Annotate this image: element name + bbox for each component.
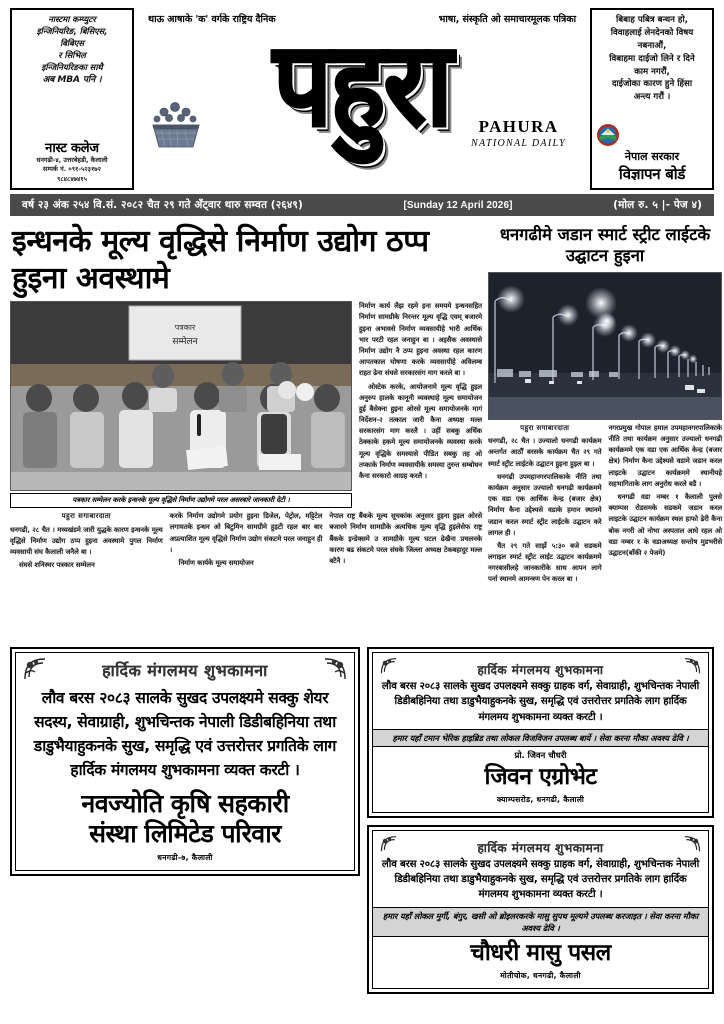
flower-basket-icon bbox=[148, 99, 204, 151]
lead-col1-para-2: संघसे शनिस्चर पत्रकार सम्मेलन bbox=[19, 561, 95, 570]
date-bar-price: (मोल रु. ५ |- पेज ४) bbox=[613, 199, 702, 211]
ornament-left-icon bbox=[23, 657, 49, 681]
second-col1-para-2: धनगढी उपमहानगरपालिकाके नीति तथा कार्यक्रम अनुसार उज्यालो धनगढी कार्यक्रममे एक वडा एक आर्थिक केन्द्र (बजार क्षेत्र) निर्माण कैना उद्देश्यसे वडाके हमान स्थानमे जडान करल स्मार्ट स्ट्रीट लाईटके उद्घाटन करे लागल ही । bbox=[488, 472, 602, 537]
date-bar-english: [Sunday 12 April 2026] bbox=[403, 199, 513, 211]
second-column-1 bbox=[488, 423, 602, 588]
second-headline[interactable]: धनगढीमे जडान स्मार्ट स्ट्रीट लाईटके उद्घाटन हुइना bbox=[499, 225, 711, 266]
right-ad-board: विज्ञापन बोर्ड bbox=[618, 165, 686, 183]
left-ad-address-2: सम्पर्क नं. ०९१-५२३१७२ bbox=[43, 165, 101, 174]
latin-subtitle: NATIONAL DAILY bbox=[471, 138, 566, 149]
left-ad-line-5: इन्जिनियरिङका साथै bbox=[41, 61, 103, 72]
lead-three-columns bbox=[10, 511, 482, 573]
chaudhary-title: चौधरी मासु पसल bbox=[470, 940, 611, 967]
ornament-left-icon bbox=[380, 657, 399, 675]
lead-col2-para-2: निर्माण कार्यके मूल्य समायोजन bbox=[178, 558, 254, 567]
second-byline: पहुरा सगाबारदाता bbox=[520, 423, 570, 432]
lead-row bbox=[10, 301, 482, 508]
lead-side-column bbox=[359, 301, 482, 508]
ornament-right-icon bbox=[682, 835, 701, 853]
chaudhary-ad-body: लौव बरस २०८३ सालके सुखद उपलक्ष्यमे सक्कु ग्राहक वर्ग, सेवाग्राही, शुभचिन्तक नेपाली डिडीबहिनिया तथा डाडुभैयाहुकनके सुख, समृद्धि एवं उत्तरोत्तर प्रगतिके लाग हार्दिक मंगलमय शुभकामना व्यक्त करटी । bbox=[381, 858, 700, 901]
left-ad-address-1: धनगढी-४, उत्तरबेहडी, कैलाली bbox=[36, 156, 108, 165]
navjyoti-title-line-1: नवज्योति कृषि सहकारी bbox=[81, 789, 289, 819]
ornament-right-icon bbox=[321, 657, 347, 681]
left-ad-line-1: नास्टमा कम्प्युटर bbox=[48, 14, 96, 24]
second-col1-para-1: धनगढी, २८ चैत । उज्यालो धनगढी कार्यक्रम अन्तर्गत आर्ठौं बरसके कार्यक्रम चैत २९ गते स्मार्ट स्ट्रीट लाईटके उद्घाटन हुइना हुइल बा । bbox=[488, 437, 602, 468]
second-col2-para-2: धनगढी वडा नम्बर १ कैलाली पुलसे क्याम्पस रोडसमके सडकमे जडान करल लाइटके उद्घाटन कार्यक्रम स्थल हाफो ढेरी कैना बोक नगरी ओ नोभा अस्पताल आघे रहल ओ वडा नम्बर १ के वडाअध्यक्ष सन्तोष मुडभरीसे उद्घाटन(बाँकी २ पेजमे) bbox=[608, 493, 722, 557]
left-ad-address-3: ९८४८४७४१५ bbox=[57, 174, 87, 183]
jiwan-agrovet-ad[interactable] bbox=[367, 647, 714, 818]
main-content bbox=[10, 222, 722, 642]
right-ad-org: नेपाल सरकार bbox=[624, 150, 680, 163]
lead-headline[interactable]: इन्धनके मूल्य वृद्धिसे निर्माण उद्योग ठप्प हुइना अवस्थामे bbox=[12, 224, 429, 296]
left-ad-line-3: बिबिएस bbox=[60, 37, 84, 48]
left-ad-college-name: नास्ट कलेज bbox=[45, 141, 99, 157]
right-ad-line-6: दाईजोका कारण हुने हिंसा bbox=[611, 79, 693, 90]
left-ad-mba-line: अब MBA पनि । bbox=[42, 74, 102, 85]
chaudhary-ad-strip: हमार यहाँ लोकल मुर्गी, बंगुर, खसी ओ ब्रोइलरकरके मासु सुपथ मूल्यमे उपलब्ध करजाइत । सेवा करना मौका अवश्य ढेवि । bbox=[373, 907, 708, 938]
navjyoti-title-line-2: संस्था लिमिटेड परिवार bbox=[89, 819, 281, 849]
advertisements-area bbox=[10, 647, 714, 994]
second-story-columns bbox=[488, 423, 722, 588]
left-ad-line-4: र सिभिल bbox=[58, 49, 86, 60]
left-ad-line-2: इन्जिनियरिङ, बिसिएस, bbox=[36, 25, 108, 36]
jiwan-proprietor: प्रो. जिवन चौधरी bbox=[514, 750, 567, 761]
right-ad-line-1: बिबाह पबित्र बन्धन हो, bbox=[616, 15, 688, 25]
chaudhary-address: मोतीचोक, धनगढी, कैलाली bbox=[500, 970, 581, 980]
chaudhary-ad-banner bbox=[380, 836, 701, 855]
lead-col3-para-1: नेपाल राष्ट्र बैंकके मूल्य सूचकांक अनुसार हुइना हुइल ओरसे बजारमे निर्माण सामग्रीके अत्यधिक मूल्य वृद्धि हुइलेसेफ राष्ट्र बैंकके इन्डेक्समे उ सामग्रीके मूल्य घटल ढेखैना प्रचलनके कारण बढ संकटमे परल संघके जिल्ला अध्यक्ष टेकबहादुर मल्ल बटैनै । bbox=[329, 512, 483, 565]
lead-side-para-2: ओस्टेक करके, आयोजनामे मूल्य वृद्धि हुइल अनुरुप हालके कानूनी व्यवस्थाहे मूल्य समायोजन हुई बैसेक्ना हुइना ओरसे मूल्य समायोजनके मागं निर्देशन-२ तत्काल जारी कैना अध्यक्ष मल्ल सरकारसंग माग करलै । उहीं सबकु अर्थिक ठेक्काके हकमे मूल्य समायोजनके व्यवस्था करके मूल्य वृद्धिके समस्यासे पीडित सबकु तह ओ तप्काके निर्माण व्यवसायीके समस्या तुरन्त सम्बोधन कैना सरकारो आग्रह करलै । bbox=[359, 382, 482, 480]
ornament-left-icon bbox=[380, 835, 399, 853]
jiwan-ad-body: लौव बरस २०८३ सालके सुखद उपलक्ष्यमे सक्कु ग्राहक वर्ग, सेवाग्राही, शुभचिन्तक नेपाली डिडीबहिनिया तथा डाडुभैयाहुकनके सुख, समृद्धि एवं उत्तरोत्तर प्रगतिके लाग हार्दिक मंगलमय शुभकामना व्यक्त करटी । bbox=[381, 681, 700, 723]
svg-text:पत्रकार: पत्रकार bbox=[174, 323, 196, 333]
second-col1-para-3: चैत २९ गते सार्झे ५:३० बजे सडकमे लगाइल स्मार्ट स्ट्रीट लाईट उद्घाटन कार्यक्रममे नगरबासीलहे जानकारीके साथ आपन लागे पर्ना स्थानमे आमन्त्रण पेन करल बा । bbox=[488, 541, 602, 584]
newspaper-wordmark: पहुरा bbox=[273, 15, 451, 152]
masthead bbox=[10, 8, 714, 190]
date-bar bbox=[10, 194, 714, 216]
lead-column-1 bbox=[10, 511, 163, 573]
lead-col1-para-1: धनगढी, २८ चैत । मध्यखंडमे जारी युद्धके कारण इन्धनके मूल्य वृद्धिसे निर्माण उद्योग ठप्प हुइना अवस्थामे पुगल निर्माण व्यवसायी संघ कैलाली जनैले बा । bbox=[10, 525, 163, 556]
lead-column-2 bbox=[170, 511, 323, 573]
masthead-center bbox=[140, 8, 584, 190]
masthead-right-ad[interactable] bbox=[590, 8, 714, 190]
right-ad-line-3: नबनाऔं, bbox=[637, 40, 667, 51]
right-ad-line-7: अन्त्य गरौं । bbox=[633, 92, 671, 103]
svg-text:सम्मेलन: सम्मेलन bbox=[172, 337, 198, 348]
jiwan-ad-banner bbox=[380, 658, 701, 677]
ornament-right-icon bbox=[682, 657, 701, 675]
jiwan-ad-strip: हमार यहाँ टमान भेरिक हाइब्रिड तथा लोकल विजविजन उपलब्ध बार्ये । सेवा करना मौका अवश्य ढेवि । bbox=[373, 729, 708, 747]
right-ad-line-5: काम नगरौं, bbox=[634, 66, 670, 77]
navjyoti-ad-body: लौव बरस २०८३ सालके सुखद उपलक्ष्यमे सक्कु शेयर सदस्य, सेवाग्राही, शुभचिन्तक नेपाली डिडीबहिनिया तथा डाडुभैयाहुकनके सुख, समृद्धि एवं उत्तरोत्तर प्रगतिके लाग हार्दिक मंगलमय शुभकामना व्यक्त करटी । bbox=[33, 689, 337, 780]
masthead-left-ad[interactable] bbox=[10, 8, 134, 190]
lead-column-3 bbox=[329, 511, 482, 573]
date-bar-nepali: वर्ष २३ अंक २५४ वि.सं. २०८२ चैत २९ गते अँट्वार थारु सम्वत (२६४९) bbox=[22, 199, 303, 211]
press-conference-photo bbox=[10, 301, 352, 491]
chaudhary-masu-ad[interactable] bbox=[367, 825, 714, 994]
right-ad-line-2: विवाहलाई लेनदेनको विषय bbox=[610, 27, 694, 38]
chaudhary-banner-text: हार्दिक मंगलमय शुभकामना bbox=[477, 840, 604, 855]
jiwan-address: क्याम्पसरोड, धनगढी, कैलाली bbox=[496, 794, 585, 804]
right-ads-stack bbox=[367, 647, 714, 994]
navjyoti-ad-banner bbox=[23, 658, 347, 684]
latin-name: PAHURA bbox=[478, 117, 559, 136]
navjyoti-ad[interactable] bbox=[10, 647, 360, 994]
lead-photo-caption: पत्रकार सम्मेलन करके इन्धनके मूल्य वृद्धिसे निर्माण उद्योगमे परल असरबारे जानकारी देटी । bbox=[10, 493, 352, 508]
lead-side-para-1: निर्माण कार्य लैझ रहमे इना समयमे इन्धनसहित निर्माण सामग्रीके निरन्तर मूल्य वृद्धि एवम् बजारमे हुइना अभावसे निर्माण व्यवसायीहे भारी आर्थिक भार परटी रहल जनाहुन बा । अइसैक अवस्थासे निर्माण उद्योग नै ठप्प हुइना अवस्था रहल कारण आपतकाल घोषणा करके व्यवसायीहे अविलम्ब राहत ढेना संघसे सरकारसंग माग करले बा । bbox=[359, 302, 482, 378]
second-story bbox=[488, 222, 722, 642]
second-col2-para-1: नगरप्रमुख गोपाल हमाल उपमहानगरपालिकाके नीति तथा कार्यक्रम अनुसार उज्यालो धनगढी कार्यक्रममे एक वडा एक आर्थिक केन्द्र (बजार क्षेत्र) निर्माण कैना उद्देश्यसे वडामे जडान करल लाइटके उद्घाटन कार्यक्रममे स्थानीयहे सहभागिताके लाग अनुरोध करले बडै । bbox=[608, 423, 722, 488]
lead-byline: पहुरा सगाबारदाता bbox=[61, 512, 111, 521]
tagline-left: थाऊ आषाके 'क' वर्गके राष्ट्रिय दैनिक bbox=[148, 14, 276, 25]
lead-story bbox=[10, 222, 482, 642]
street-light-photo bbox=[488, 272, 722, 420]
navjyoti-banner-text: हार्दिक मंगलमय शुभकामना bbox=[102, 661, 268, 680]
jiwan-banner-text: हार्दिक मंगलमय शुभकामना bbox=[477, 663, 604, 677]
jiwan-title: जिवन एग्रोभेट bbox=[484, 764, 597, 791]
nepal-government-emblem-icon bbox=[595, 122, 709, 148]
tagline-right: भाषा, संस्कृति ओ समाचारमूलक पत्रिका bbox=[438, 14, 576, 25]
second-column-2 bbox=[609, 423, 723, 588]
navjyoti-address: धनगढी-७, कैलाली bbox=[157, 853, 213, 863]
latin-title-block bbox=[471, 117, 566, 149]
lead-col2-para-1: करके निर्माण उद्योगमे प्रयोग हुइना डिजेल, पेट्रोल, मट्टिटेल लगायतके इन्धन ओ बिटुमिन सामग्रीमे हुइटी रहल बार बार अप्रत्याशित मूल्य वृद्धिसे निर्माण उद्योग संकटमे परल जनाहुन ही । bbox=[169, 512, 323, 554]
right-ad-line-4: विबाहमा दाईजो लिने र दिने bbox=[609, 53, 695, 64]
